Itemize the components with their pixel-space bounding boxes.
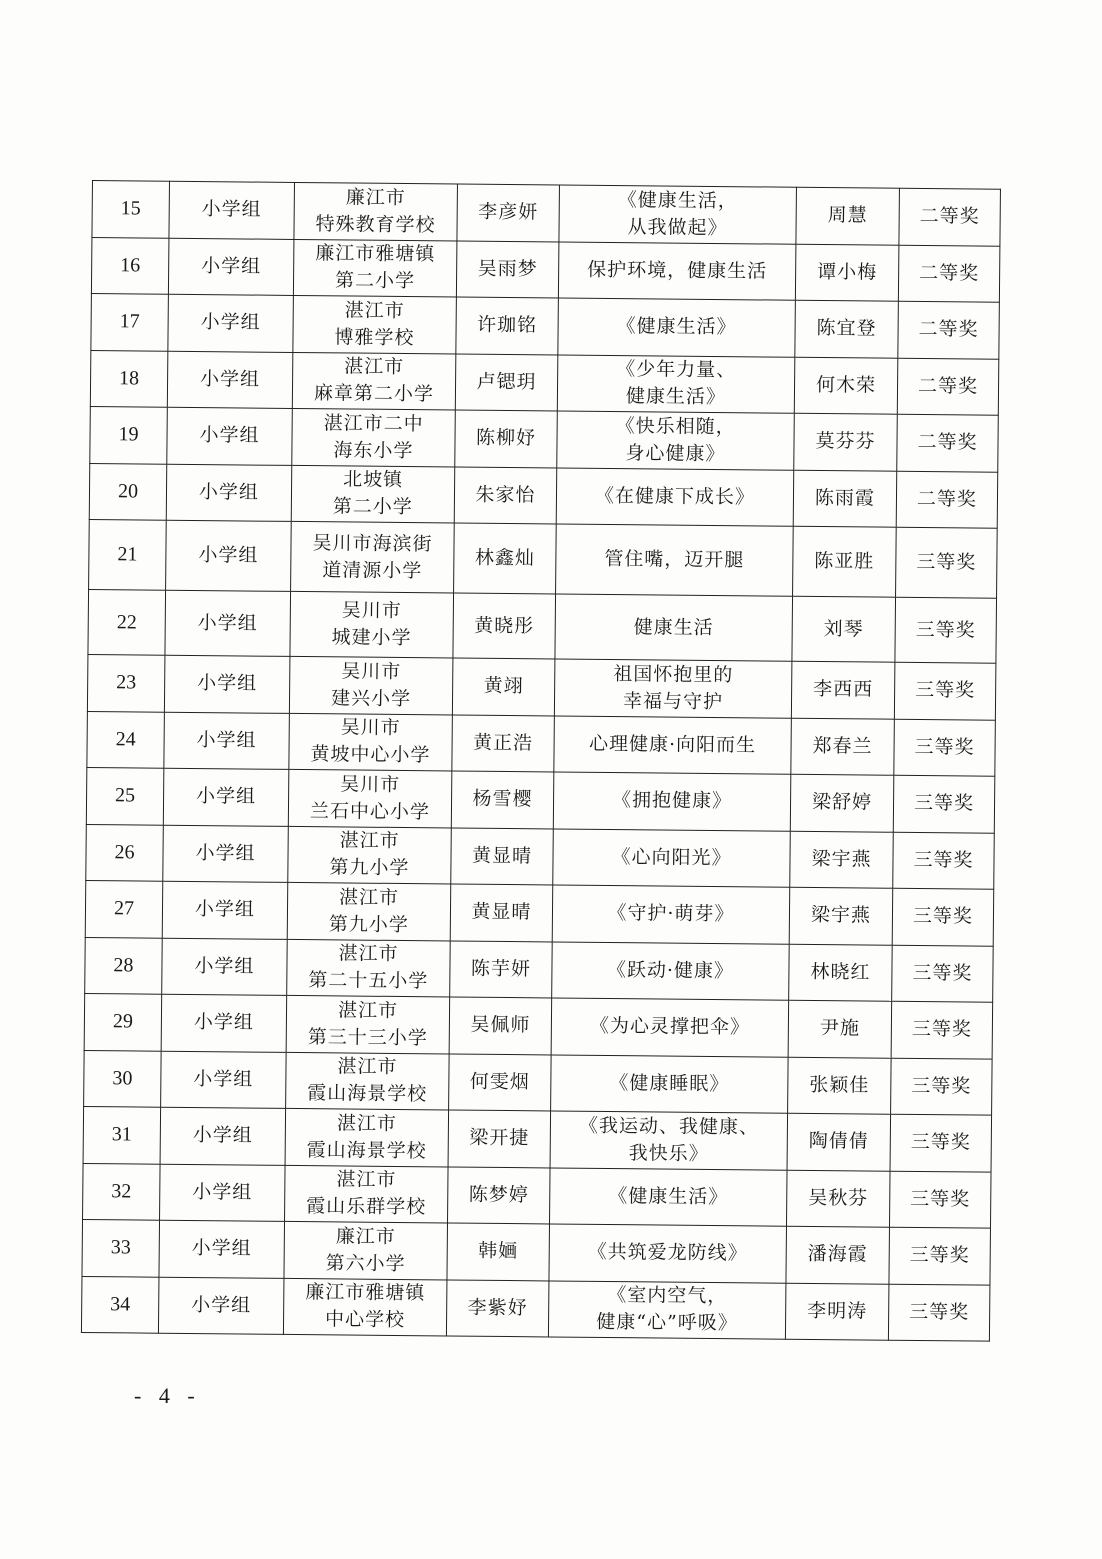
group-cell: 小学组 [168,294,294,352]
work-title-cell: 《守护·萌芽》 [552,885,790,944]
group-cell: 小学组 [169,181,295,239]
row-number-cell: 32 [83,1163,161,1220]
teacher-cell: 尹施 [788,1000,892,1057]
teacher-cell: 陈亚胜 [793,526,897,597]
student-cell: 卢锶玥 [455,354,558,411]
work-title-cell: 《健康生活》 [558,298,796,357]
table-row [81,1276,990,1341]
school-cell: 湛江市 第二十五小学 [287,939,451,997]
teacher-cell: 郑春兰 [791,718,895,775]
row-number-cell: 15 [92,181,170,238]
award-cell: 三等奖 [891,1001,993,1058]
teacher-cell: 周慧 [796,187,900,244]
row-number-cell: 21 [89,519,167,590]
group-cell: 小学组 [164,655,290,713]
row-number-cell: 20 [89,463,167,520]
award-cell: 三等奖 [891,1058,993,1115]
student-cell: 何雯烟 [449,1053,552,1110]
student-cell: 吴佩师 [449,997,552,1054]
group-cell: 小学组 [165,590,291,656]
row-number-cell: 19 [90,406,168,463]
group-cell: 小学组 [164,712,290,770]
table-row [85,880,994,945]
award-cell: 二等奖 [898,301,1000,358]
award-cell: 二等奖 [898,245,1000,302]
group-cell: 小学组 [161,1051,287,1109]
work-title-cell: 《快乐相随， 身心健康》 [557,411,795,470]
teacher-cell: 吴秋芬 [786,1170,890,1227]
work-title-cell: 《健康睡眠》 [551,1054,789,1113]
teacher-cell: 陶倩倩 [787,1113,891,1170]
row-number-cell: 26 [86,824,164,881]
table-row [91,237,1000,302]
table-row [83,1106,992,1171]
row-number-cell: 23 [87,654,165,711]
school-cell: 湛江市二中 海东小学 [292,408,456,466]
student-cell: 黄正浩 [452,714,555,771]
award-cell: 二等奖 [896,471,998,528]
page-number: - 4 - [134,1383,201,1408]
table-row [85,937,994,1002]
group-cell: 小学组 [163,768,289,826]
teacher-cell: 林晓红 [789,944,893,1001]
teacher-cell: 潘海霞 [786,1226,890,1283]
award-cell: 三等奖 [895,597,997,663]
group-cell: 小学组 [159,1220,285,1278]
award-cell: 三等奖 [894,719,996,776]
school-cell: 湛江市 博雅学校 [293,295,457,353]
group-cell: 小学组 [161,994,287,1052]
work-title-cell: 《共筑爱龙防线》 [549,1224,787,1283]
school-cell: 吴川市海滨街 道清源小学 [291,521,455,593]
work-title-cell: 《室内空气， 健康“心”呼吸》 [548,1280,786,1339]
school-cell: 北坡镇 第二小学 [291,465,455,523]
group-cell: 小学组 [167,407,293,465]
group-cell: 小学组 [158,1277,284,1335]
school-cell: 廉江市 特殊教育学校 [294,182,458,240]
teacher-cell: 刘琴 [792,596,896,662]
award-cell: 三等奖 [893,775,995,832]
teacher-cell: 莫芬芬 [794,413,898,470]
group-cell: 小学组 [162,938,288,996]
work-title-cell: 保护环境，健康生活 [558,241,796,300]
work-title-cell: 《健康生活， 从我做起》 [559,185,797,244]
student-cell: 陈梦婷 [448,1166,551,1223]
table-row [92,181,1001,246]
row-number-cell: 25 [86,767,164,824]
row-number-cell: 29 [84,993,162,1050]
student-cell: 陈柳妤 [455,410,558,467]
award-cell: 三等奖 [894,662,996,719]
student-cell: 梁开捷 [448,1110,551,1167]
award-cell: 三等奖 [888,1284,990,1341]
table-row [86,824,995,889]
row-number-cell: 34 [81,1276,159,1333]
table-row [86,767,995,832]
school-cell: 湛江市 霞山海景学校 [285,1108,449,1166]
row-number-cell: 27 [85,880,163,937]
row-number-cell: 28 [85,937,163,994]
work-title-cell: 《拥抱健康》 [553,772,791,831]
teacher-cell: 梁宇燕 [790,831,894,888]
teacher-cell: 李明涛 [785,1283,889,1340]
table-row [90,350,999,415]
row-number-cell: 31 [83,1106,161,1163]
table-row [84,993,993,1058]
work-title-cell: 管住嘴，迈开腿 [556,524,794,596]
table-row [84,1050,993,1115]
award-cell: 三等奖 [890,1114,992,1171]
student-cell: 李彦妍 [457,184,560,241]
school-cell: 廉江市雅塘镇 第二小学 [293,239,457,297]
award-cell: 三等奖 [889,1227,991,1284]
school-cell: 湛江市 第九小学 [287,882,451,940]
student-cell: 黄显晴 [450,884,553,941]
group-cell: 小学组 [167,351,293,409]
table-row [82,1219,991,1284]
table-row [89,463,998,528]
work-title-cell: 《跃动·健康》 [552,941,790,1000]
award-cell: 二等奖 [897,358,999,415]
work-title-cell: 《在健康下成长》 [556,467,794,526]
teacher-cell: 陈宜登 [795,300,899,357]
school-cell: 吴川市 兰石中心小学 [288,769,452,827]
teacher-cell: 梁舒婷 [790,774,894,831]
row-number-cell: 33 [82,1219,160,1276]
award-table [81,180,1001,1342]
award-cell: 三等奖 [893,832,995,889]
row-number-cell: 24 [87,711,165,768]
student-cell: 李紫妤 [446,1279,549,1336]
work-title-cell: 《心向阳光》 [553,828,791,887]
row-number-cell: 17 [91,293,169,350]
teacher-cell: 何木荣 [794,357,898,414]
school-cell: 吴川市 黄坡中心小学 [289,713,453,771]
student-cell: 林鑫灿 [454,523,557,594]
school-cell: 吴川市 建兴小学 [289,656,453,714]
teacher-cell: 李西西 [791,661,895,718]
school-cell: 湛江市 霞山乐群学校 [285,1165,449,1223]
student-cell: 黄晓彤 [453,593,556,659]
student-cell: 黄翊 [452,658,555,715]
student-cell: 韩婳 [447,1223,550,1280]
work-title-cell: 祖国怀抱里的 幸福与守护 [554,659,792,718]
row-number-cell: 30 [84,1050,162,1107]
table-row [90,406,999,471]
award-cell: 三等奖 [896,527,998,598]
student-cell: 许珈铭 [456,297,559,354]
group-cell: 小学组 [166,464,292,522]
table-row [89,519,998,598]
school-cell: 廉江市 第六小学 [284,1221,448,1279]
work-title-cell: 《为心灵撑把伞》 [551,998,789,1057]
group-cell: 小学组 [166,520,292,591]
work-title-cell: 健康生活 [555,594,793,661]
group-cell: 小学组 [163,825,289,883]
school-cell: 湛江市 第九小学 [288,826,452,884]
student-cell: 黄显晴 [451,827,554,884]
teacher-cell: 谭小梅 [795,244,899,301]
work-title-cell: 《我运动、我健康、 我快乐》 [550,1111,788,1170]
row-number-cell: 18 [90,350,168,407]
group-cell: 小学组 [168,238,294,296]
table-row [88,589,997,663]
student-cell: 朱家怡 [454,466,557,523]
award-cell: 二等奖 [899,188,1001,245]
student-cell: 杨雪樱 [451,771,554,828]
group-cell: 小学组 [162,881,288,939]
school-cell: 湛江市 第三十三小学 [286,995,450,1053]
row-number-cell: 22 [88,589,166,655]
table-row [91,293,1000,358]
award-cell: 三等奖 [892,888,994,945]
teacher-cell: 张颖佳 [788,1057,892,1114]
table-row [83,1163,992,1228]
teacher-cell: 梁宇燕 [789,887,893,944]
student-cell: 陈芋妍 [450,940,553,997]
teacher-cell: 陈雨霞 [793,470,897,527]
group-cell: 小学组 [160,1107,286,1165]
work-title-cell: 《健康生活》 [550,1167,788,1226]
table-row [87,654,996,719]
group-cell: 小学组 [160,1164,286,1222]
school-cell: 湛江市 霞山海景学校 [286,1052,450,1110]
table-row [87,711,996,776]
school-cell: 湛江市 麻章第二小学 [292,352,456,410]
student-cell: 吴雨梦 [456,241,559,298]
row-number-cell: 16 [91,237,169,294]
award-cell: 三等奖 [892,945,994,1002]
school-cell: 吴川市 城建小学 [290,591,454,658]
school-cell: 廉江市雅塘镇 中心学校 [283,1278,447,1336]
award-cell: 三等奖 [889,1171,991,1228]
work-title-cell: 《少年力量、 健康生活》 [557,354,795,413]
work-title-cell: 心理健康·向阳而生 [554,715,792,774]
award-cell: 二等奖 [897,414,999,471]
